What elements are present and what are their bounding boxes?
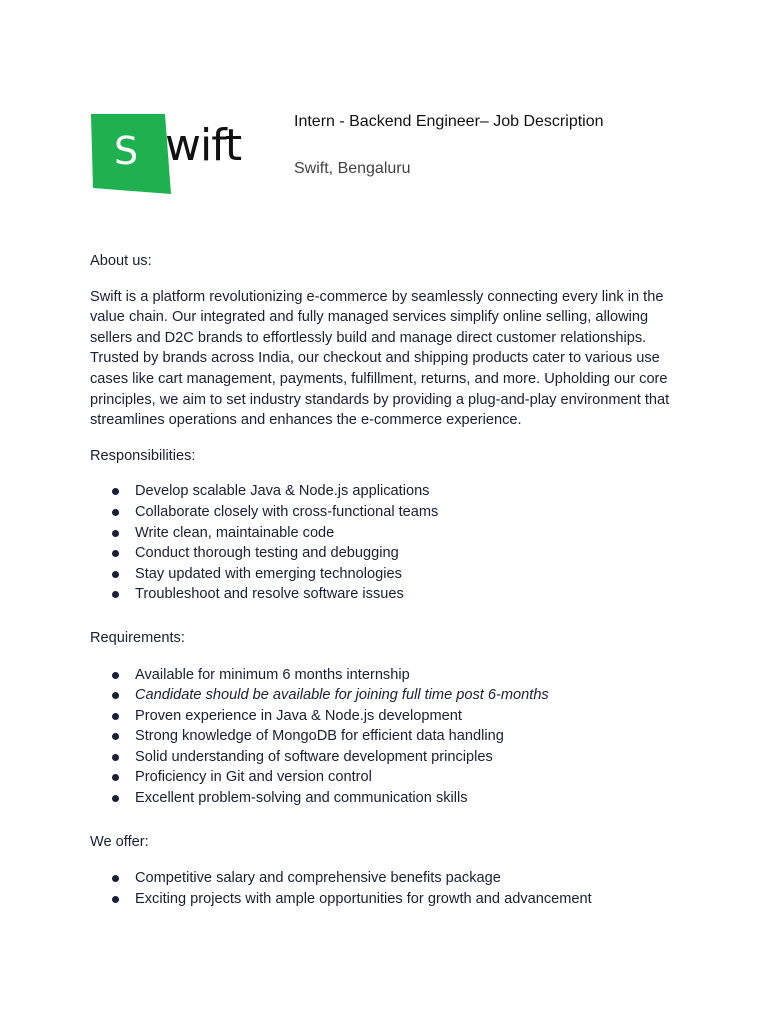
bullet-icon bbox=[112, 509, 119, 516]
bullet-icon bbox=[112, 754, 119, 761]
document-body bbox=[90, 251, 670, 909]
job-title: Intern - Backend Engineer– Job Description bbox=[294, 113, 604, 130]
bullet-icon bbox=[112, 591, 119, 598]
bullet-icon bbox=[112, 571, 119, 578]
list-item: Proven experience in Java & Node.js development bbox=[90, 706, 670, 727]
bullet-icon bbox=[112, 672, 119, 679]
bullet-icon bbox=[112, 530, 119, 537]
bullet-icon bbox=[112, 692, 119, 699]
list-item: Solid understanding of software development principles bbox=[90, 747, 670, 768]
job-location: Swift, Bengaluru bbox=[294, 160, 411, 177]
about-paragraph: Swift is a platform revolutionizing e-commerce by seamlessly connecting every link in the value chain. Our integrated and fully managed services simplify online selling, allowing sellers and D2C brands to effortlessly build and manage direct customer relationships. Trusted by brands across India, our checkout and shipping products cater to various use cases like cart management, payments, fulfillment, returns, and more. Upholding our core principles, we aim to set industry standards by providing a plug-and-play environment that streamlines operations and enhances the e-commerce experience. bbox=[90, 288, 670, 429]
bullet-icon bbox=[112, 875, 119, 882]
list-item: Excellent problem-solving and communication skills bbox=[90, 788, 670, 809]
offer-heading: We offer: bbox=[90, 833, 149, 850]
bullet-icon bbox=[112, 896, 119, 903]
about-heading: About us: bbox=[90, 253, 152, 269]
list-item: Collaborate closely with cross-functional teams bbox=[90, 502, 670, 523]
swift-logo bbox=[91, 114, 253, 194]
requirements-heading: Requirements: bbox=[90, 629, 185, 646]
bullet-icon bbox=[112, 733, 119, 740]
list-item: Write clean, maintainable code bbox=[90, 523, 670, 544]
bullet-icon bbox=[112, 713, 119, 720]
logo-wordmark: wift bbox=[165, 120, 242, 171]
list-item: Competitive salary and comprehensive benefits package bbox=[90, 868, 670, 889]
list-item: Strong knowledge of MongoDB for efficient data handling bbox=[90, 726, 670, 747]
list-item: Exciting projects with ample opportunities for growth and advancement bbox=[90, 889, 670, 910]
list-item: Available for minimum 6 months internship bbox=[90, 665, 670, 686]
requirements-list bbox=[90, 665, 670, 809]
list-item: Candidate should be available for joining full time post 6-months bbox=[90, 685, 670, 706]
offer-list bbox=[90, 868, 670, 909]
logo-letter: S bbox=[114, 129, 139, 173]
responsibilities-heading: Responsibilities: bbox=[90, 447, 196, 464]
bullet-icon bbox=[112, 550, 119, 557]
list-item: Conduct thorough testing and debugging bbox=[90, 543, 670, 564]
bullet-icon bbox=[112, 774, 119, 781]
responsibilities-list bbox=[90, 481, 670, 605]
list-item: Develop scalable Java & Node.js applications bbox=[90, 481, 670, 502]
bullet-icon bbox=[112, 795, 119, 802]
list-item: Proficiency in Git and version control bbox=[90, 767, 670, 788]
list-item: Stay updated with emerging technologies bbox=[90, 564, 670, 585]
list-item: Troubleshoot and resolve software issues bbox=[90, 584, 670, 605]
bullet-icon bbox=[112, 488, 119, 495]
